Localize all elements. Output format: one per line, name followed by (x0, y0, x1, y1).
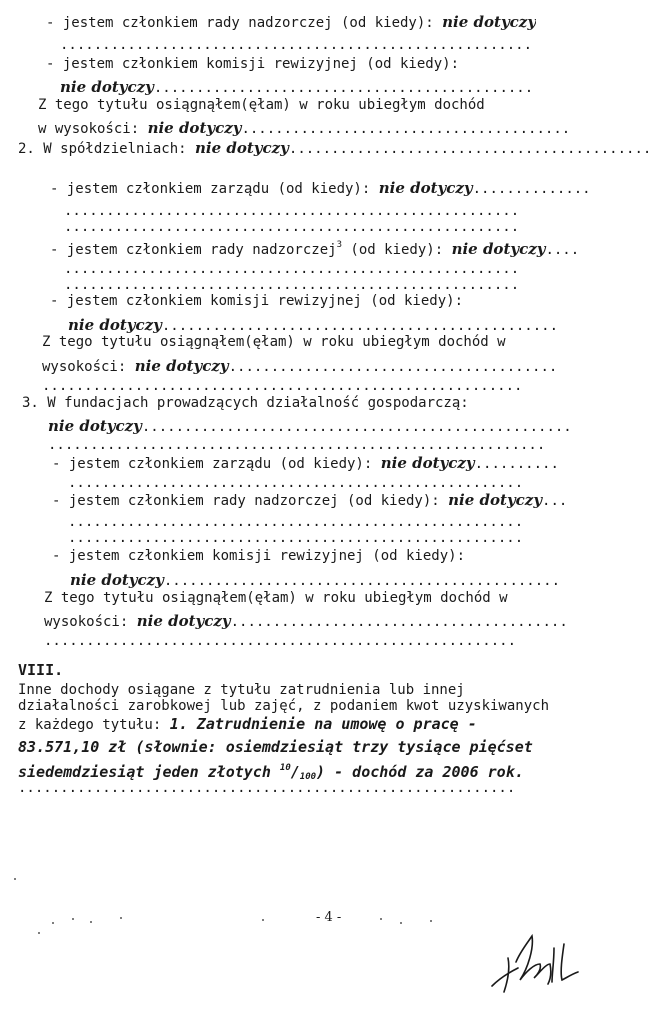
handwritten-answer: nie dotyczy (147, 119, 242, 137)
line-text: 3. W fundacjach prowadzących działalność gospodarczą: (22, 395, 469, 411)
dotted-fill-line (60, 36, 532, 54)
dot-leader: ...................................................... (68, 475, 524, 491)
dot-leader: .............. (472, 181, 591, 197)
handwritten-answer: nie dotyczy (68, 316, 162, 334)
handwritten-answer: nie dotyczy (448, 491, 543, 509)
form-line (52, 547, 465, 565)
dot-leader: .... (545, 242, 580, 258)
scan-speck (52, 922, 54, 924)
handwritten-answer: nie dotyczy (378, 179, 473, 197)
dot-leader: ........................................................... (48, 437, 546, 453)
handwritten-answer: nie dotyczy (195, 139, 289, 157)
income-title: 1. Zatrudnienie na umowę o pracę - (169, 715, 477, 733)
dotted-fill-line (64, 218, 519, 236)
signature (488, 928, 584, 998)
scan-speck (400, 922, 402, 924)
handwritten-answer: nie dotyczy (380, 454, 475, 472)
section-text-line: z każdego tytułu: 1. Zatrudnienie na umowę o pracę - (18, 715, 477, 733)
dot-leader: ...................................................... (68, 530, 524, 546)
handwritten-answer: nie dotyczy (442, 13, 537, 31)
handwritten-answer: nie dotyczy (134, 357, 229, 375)
line-text: Z tego tytułu osiągnąłem(ęłam) w roku ubiegłym dochód w (42, 334, 506, 350)
form-line (38, 119, 570, 138)
line-text: wysokości: (42, 359, 135, 375)
form-line (44, 612, 568, 631)
dot-leader: ...................................................... (64, 261, 520, 277)
dotted-fill-line (48, 436, 545, 454)
section-text-line: działalności zarobkowej lub zajęć, z podaniem kwot uzyskiwanych (18, 698, 550, 714)
form-line (18, 139, 651, 158)
section-text-line: Inne dochody osiągane z tytułu zatrudnienia lub innej (18, 682, 465, 698)
form-line (22, 394, 469, 412)
dot-leader: ...................................................... (64, 219, 520, 235)
form-line (52, 454, 559, 473)
line-text: - jestem członkiem rady nadzorczej (od kiedy): (52, 493, 449, 509)
line-text: Z tego tytułu osiągnąłem(ęłam) w roku ubiegłym dochód (38, 97, 485, 113)
handwritten-answer: nie dotyczy (136, 612, 231, 630)
line-text: - jestem członkiem komisji rewizyjnej (od kiedy): (52, 548, 466, 564)
dot-leader: ....................................... (228, 359, 558, 375)
dot-leader: .......... (474, 456, 559, 472)
handwritten-answer: nie dotyczy (451, 240, 546, 258)
dot-leader: ....................................... (241, 121, 571, 137)
dotted-fill-line (44, 632, 516, 650)
dot-leader: ........................................................ (60, 37, 533, 53)
dotted-fill-line (42, 377, 522, 395)
dot-leader: ...................................................... (64, 203, 520, 219)
line-text: - jestem członkiem rady nadzorczej (50, 242, 337, 258)
dot-leader: ............................................... (161, 318, 559, 334)
line-text: (od kiedy): (342, 242, 452, 258)
form-line (50, 179, 591, 198)
handwritten-answer: nie dotyczy (60, 78, 154, 96)
dot-leader: ........................................ (230, 614, 568, 630)
dot-leader: ................................................... (141, 419, 572, 435)
line-text: wysokości: (44, 614, 137, 630)
line-text: - jestem członkiem rady nadzorczej (od kiedy): (46, 15, 443, 31)
form-line (44, 589, 508, 607)
dotted-fill-line: ........................................................... (18, 780, 516, 796)
dotted-fill-line (68, 529, 523, 547)
line-text: w wysokości: (38, 121, 148, 137)
dot-leader: ............................................... (163, 573, 561, 589)
section-heading: VIII. (18, 661, 64, 679)
form-line (42, 333, 506, 351)
line-text: Z tego tytułu osiągnąłem(ęłam) w roku ubiegłym dochód w (44, 590, 508, 606)
dotted-fill-line (68, 474, 523, 492)
dot-leader: ...................................................... (68, 514, 524, 530)
dot-leader: ........................................................ (44, 633, 517, 649)
line-text: - jestem członkiem komisji rewizyjnej (od kiedy): (50, 293, 464, 309)
scan-speck (380, 918, 382, 920)
dot-leader: ......................................................... (42, 378, 523, 394)
dot-leader: ... (542, 493, 568, 509)
form-line (50, 292, 463, 310)
scan-speck (72, 918, 74, 920)
form-line (50, 236, 579, 259)
form-line (46, 55, 459, 73)
answer-line (60, 78, 533, 97)
dot-leader: ...................................................... (64, 277, 520, 293)
handwritten-answer: nie dotyczy (48, 417, 142, 435)
form-line (46, 13, 536, 32)
scan-speck (120, 917, 122, 919)
scan-speck (14, 878, 16, 880)
income-words-line: siedemdziesiąt jeden złotych $^{10}$/100) - dochód za 2006 rok. (18, 763, 524, 782)
handwritten-answer: nie dotyczy (70, 571, 164, 589)
scan-speck (262, 919, 264, 921)
line-text: - jestem członkiem komisji rewizyjnej (od kiedy): (46, 56, 460, 72)
scan-speck (38, 932, 40, 934)
form-line (38, 96, 485, 114)
line-text: - jestem członkiem zarządu (od kiedy): (50, 181, 379, 197)
form-line (42, 357, 557, 376)
line-text: 2. W spółdzielniach: (18, 141, 196, 157)
line-text: - jestem członkiem zarządu (od kiedy): (52, 456, 381, 472)
page-number: - 4 - (316, 910, 342, 925)
dot-leader: ........................................... (288, 141, 652, 157)
answer-line (48, 417, 572, 436)
scan-speck (430, 920, 432, 922)
income-amount-line: 83.571,10 zł (słownie: osiemdziesiąt trzy tysiące pięćset (18, 738, 533, 756)
scan-speck (90, 921, 92, 923)
form-line (52, 491, 567, 510)
footnote-ref: 3 (336, 240, 342, 250)
answer-line (70, 571, 560, 590)
dot-leader: ............................................. (153, 80, 534, 96)
